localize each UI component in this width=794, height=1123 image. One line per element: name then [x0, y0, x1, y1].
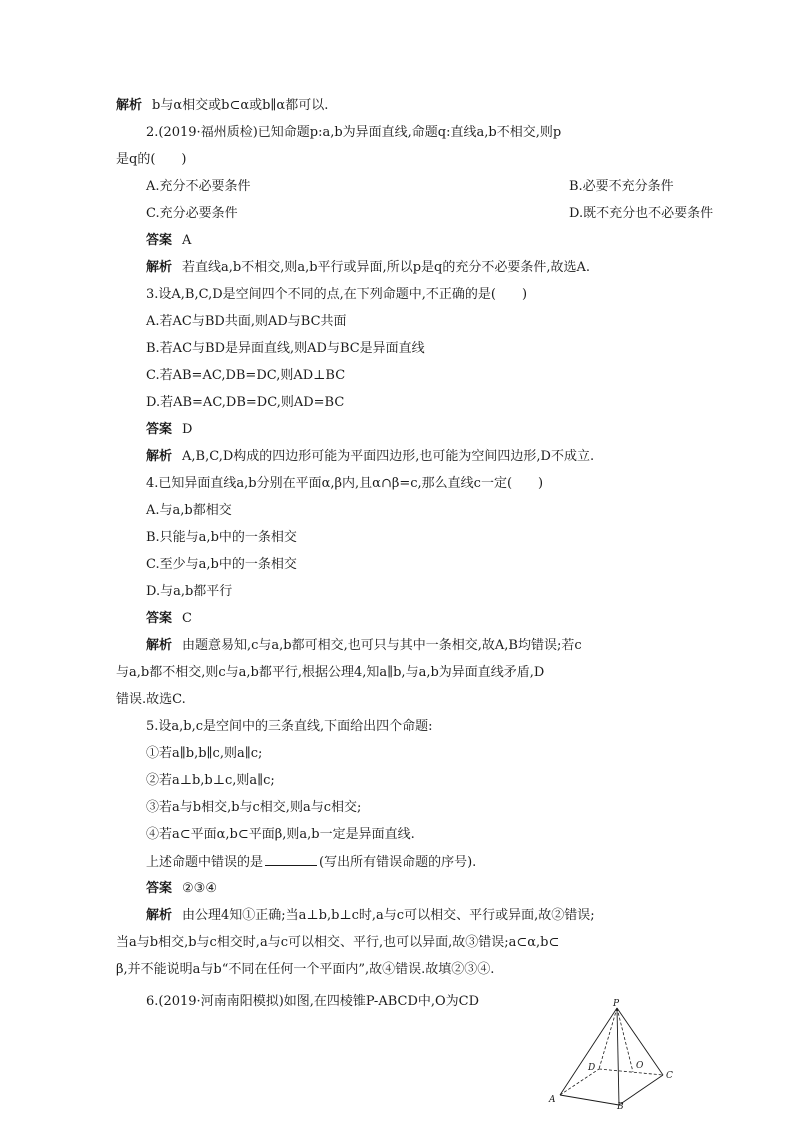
hidden-segment-po — [617, 1008, 633, 1072]
q4-stem: 4.已知异面直线a,b分别在平面α,β内,且α∩β=c,那么直线c一定( ) — [146, 476, 544, 491]
q5-fill-suffix: (写出所有错误命题的序号). — [319, 855, 477, 870]
answer-label: 答案 — [146, 881, 173, 896]
q3-solution — [146, 448, 594, 466]
q2-solution — [146, 259, 590, 277]
q2-options-row2 — [146, 205, 714, 223]
edge-ab — [560, 1095, 619, 1105]
label-c: C — [666, 1071, 673, 1081]
solution-line — [116, 97, 328, 115]
label-a: A — [549, 1095, 556, 1105]
solution-label: 解析 — [146, 449, 173, 464]
q4-option-c: C.至少与a,b中的一条相交 — [146, 557, 297, 572]
answer-text: C — [182, 611, 192, 626]
hidden-edge-pd — [599, 1008, 617, 1069]
q4-solution-cont: 错误.故选C. — [116, 692, 186, 707]
q5-proposition-1: ①若a∥b,b∥c,则a∥c; — [146, 746, 263, 761]
hidden-edge-dc — [599, 1069, 663, 1075]
label-d: D — [588, 1063, 596, 1073]
q4-option-a: A.与a,b都相交 — [146, 503, 232, 518]
q3-option-c: C.若AB=AC,DB=DC,则AD⊥BC — [146, 368, 346, 383]
solution-text: b与α相交或b⊂α或b∥α都可以. — [152, 98, 329, 113]
solution-label: 解析 — [146, 908, 173, 923]
answer-text: D — [182, 422, 193, 437]
label-b: B — [617, 1102, 624, 1110]
q2-stem: 2.(2019·福州质检)已知命题p:a,b为异面直线,命题q:直线a,b不相交,则p — [146, 125, 562, 140]
edge-bc — [619, 1075, 663, 1105]
q2-answer — [146, 232, 191, 250]
q3-stem: 3.设A,B,C,D是空间四个不同的点,在下列命题中,不正确的是( ) — [146, 287, 528, 302]
q5-proposition-4: ④若a⊂平面α,b⊂平面β,则a,b一定是异面直线. — [146, 827, 415, 842]
q4-solution — [146, 637, 582, 655]
answer-label: 答案 — [146, 422, 173, 437]
q4-option-b: B.只能与a,b中的一条相交 — [146, 530, 297, 545]
q5-solution-cont: β,并不能说明a与b“不同在任何一个平面内”,故④错误.故填②③④. — [116, 962, 495, 977]
q2-option-b: B.必要不充分条件 — [569, 179, 674, 194]
q5-stem: 5.设a,b,c是空间中的三条直线,下面给出四个命题: — [146, 719, 433, 734]
solution-text: A,B,C,D构成的四边形可能为平面四边形,也可能为空间四边形,D不成立. — [182, 449, 595, 464]
q5-solution — [146, 907, 595, 925]
q5-answer — [146, 880, 217, 898]
q4-solution-cont: 与a,b都不相交,则c与a,b都平行,根据公理4,知a∥b,与a,b为异面直线矛盾,D — [116, 665, 545, 680]
solution-label: 解析 — [146, 260, 173, 275]
edge-pa — [560, 1008, 617, 1095]
q5-proposition-2: ②若a⊥b,b⊥c,则a∥c; — [146, 773, 275, 788]
solution-label: 解析 — [116, 98, 143, 113]
edge-pb — [617, 1008, 619, 1105]
q5-fill-prefix: 上述命题中错误的是 — [146, 855, 264, 870]
q2-options-row1 — [146, 178, 674, 196]
answer-label: 答案 — [146, 611, 173, 626]
q2-option-a: A.充分不必要条件 — [146, 179, 251, 194]
q2-stem-cont: 是q的( ) — [116, 152, 187, 167]
pyramid-figure — [545, 998, 685, 1110]
solution-text: 由公理4知①正确;当a⊥b,b⊥c时,a与c可以相交、平行或异面,故②错误; — [182, 908, 595, 923]
q3-option-b: B.若AC与BD是异面直线,则AD与BC是异面直线 — [146, 341, 425, 356]
q4-answer — [146, 610, 192, 628]
answer-blank — [265, 853, 317, 866]
label-o: O — [636, 1061, 644, 1071]
q2-option-d: D.既不充分也不必要条件 — [569, 206, 714, 221]
answer-text: ②③④ — [182, 881, 217, 896]
q5-fill-line — [146, 853, 476, 872]
q3-option-a: A.若AC与BD共面,则AD与BC共面 — [146, 314, 347, 329]
answer-label: 答案 — [146, 233, 173, 248]
label-p: P — [613, 999, 620, 1009]
solution-label: 解析 — [146, 638, 173, 653]
q6-stem: 6.(2019·河南南阳模拟)如图,在四棱锥P-ABCD中,O为CD — [146, 994, 480, 1009]
answer-text: A — [182, 233, 192, 248]
q5-solution-cont: 当a与b相交,b与c相交时,a与c可以相交、平行,也可以异面,故③错误;a⊂α,b⊂ — [116, 935, 560, 950]
q3-answer — [146, 421, 192, 439]
q5-proposition-3: ③若a与b相交,b与c相交,则a与c相交; — [146, 800, 362, 815]
q4-option-d: D.与a,b都平行 — [146, 584, 233, 599]
q2-option-c: C.充分必要条件 — [146, 206, 238, 221]
q3-option-d: D.若AB=AC,DB=DC,则AD=BC — [146, 395, 345, 410]
solution-text: 若直线a,b不相交,则a,b平行或异面,所以p是q的充分不必要条件,故选A. — [182, 260, 590, 275]
solution-text: 由题意易知,c与a,b都可相交,也可只与其中一条相交,故A,B均错误;若c — [182, 638, 582, 653]
